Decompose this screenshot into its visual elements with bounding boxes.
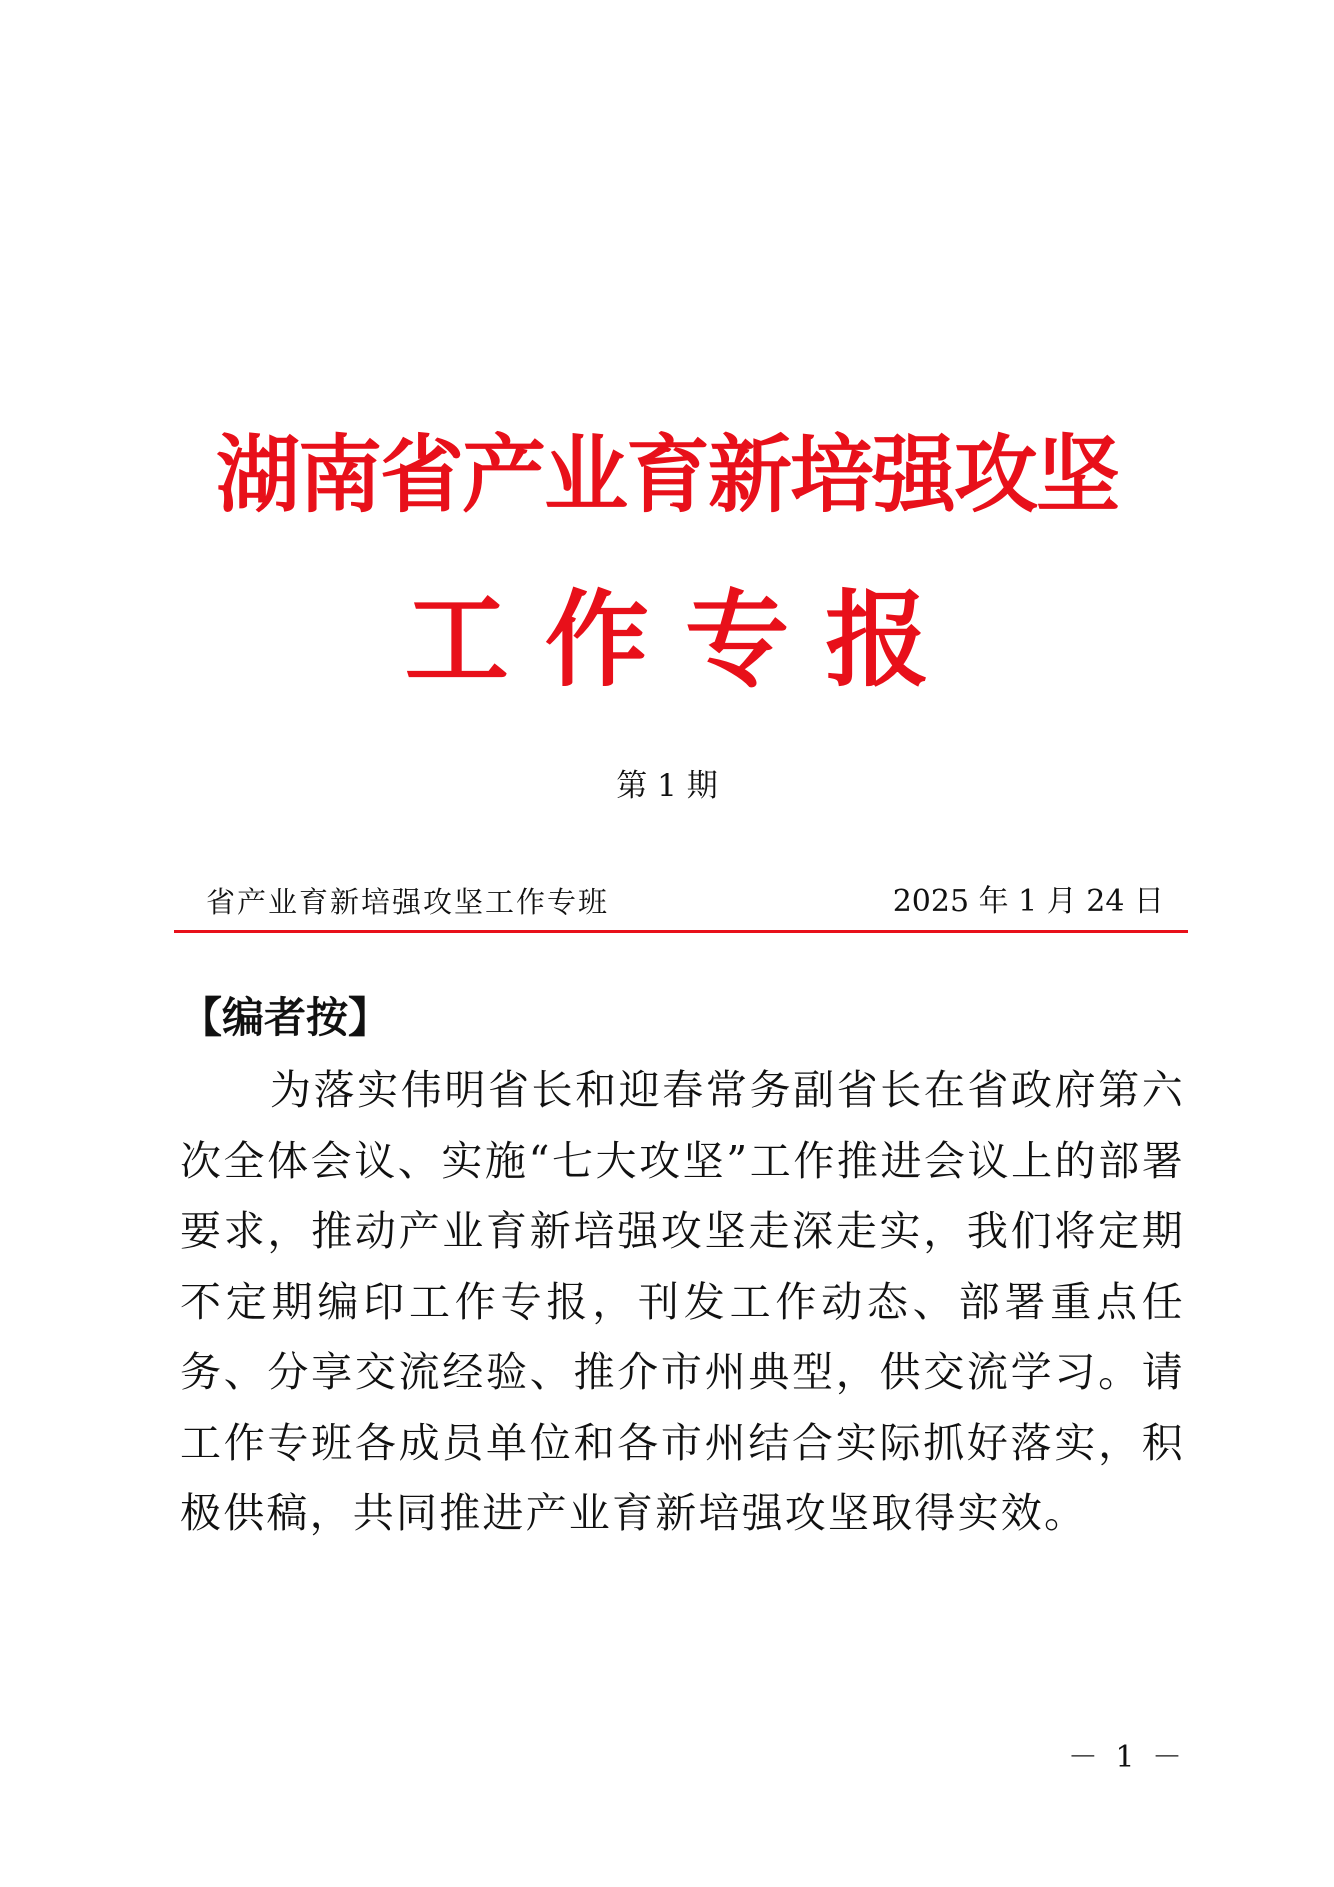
issue-number: 第 1 期: [616, 768, 718, 804]
issuing-organization: 省产业育新培强攻坚工作专班: [206, 885, 610, 919]
body-paragraph: 为落实伟明省长和迎春常务副省长在省政府第六次全体会议、实施“七大攻坚”工作推进会议上的部署要求，推动产业育新培强攻坚走深走实，我们将定期不定期编印工作专报，刊发工作动态、部署重点任务、分享交流经验、推介市州典型，供交流学习。请工作专班各成员单位和各市州结合实际抓好落实，积极供稿，共同推进产业育新培强攻坚取得实效。: [180, 1066, 1185, 1537]
report-title-line1: 湖南省产业育新培强攻坚: [215, 425, 1118, 524]
issue-date: 2025 年 1 月 24 日: [892, 884, 1164, 919]
section-heading: 【编者按】: [180, 993, 391, 1042]
header-divider: [174, 930, 1188, 933]
report-title-line2: 工 作 专 报: [404, 578, 930, 701]
page-number: － 1 －: [1067, 1740, 1186, 1775]
